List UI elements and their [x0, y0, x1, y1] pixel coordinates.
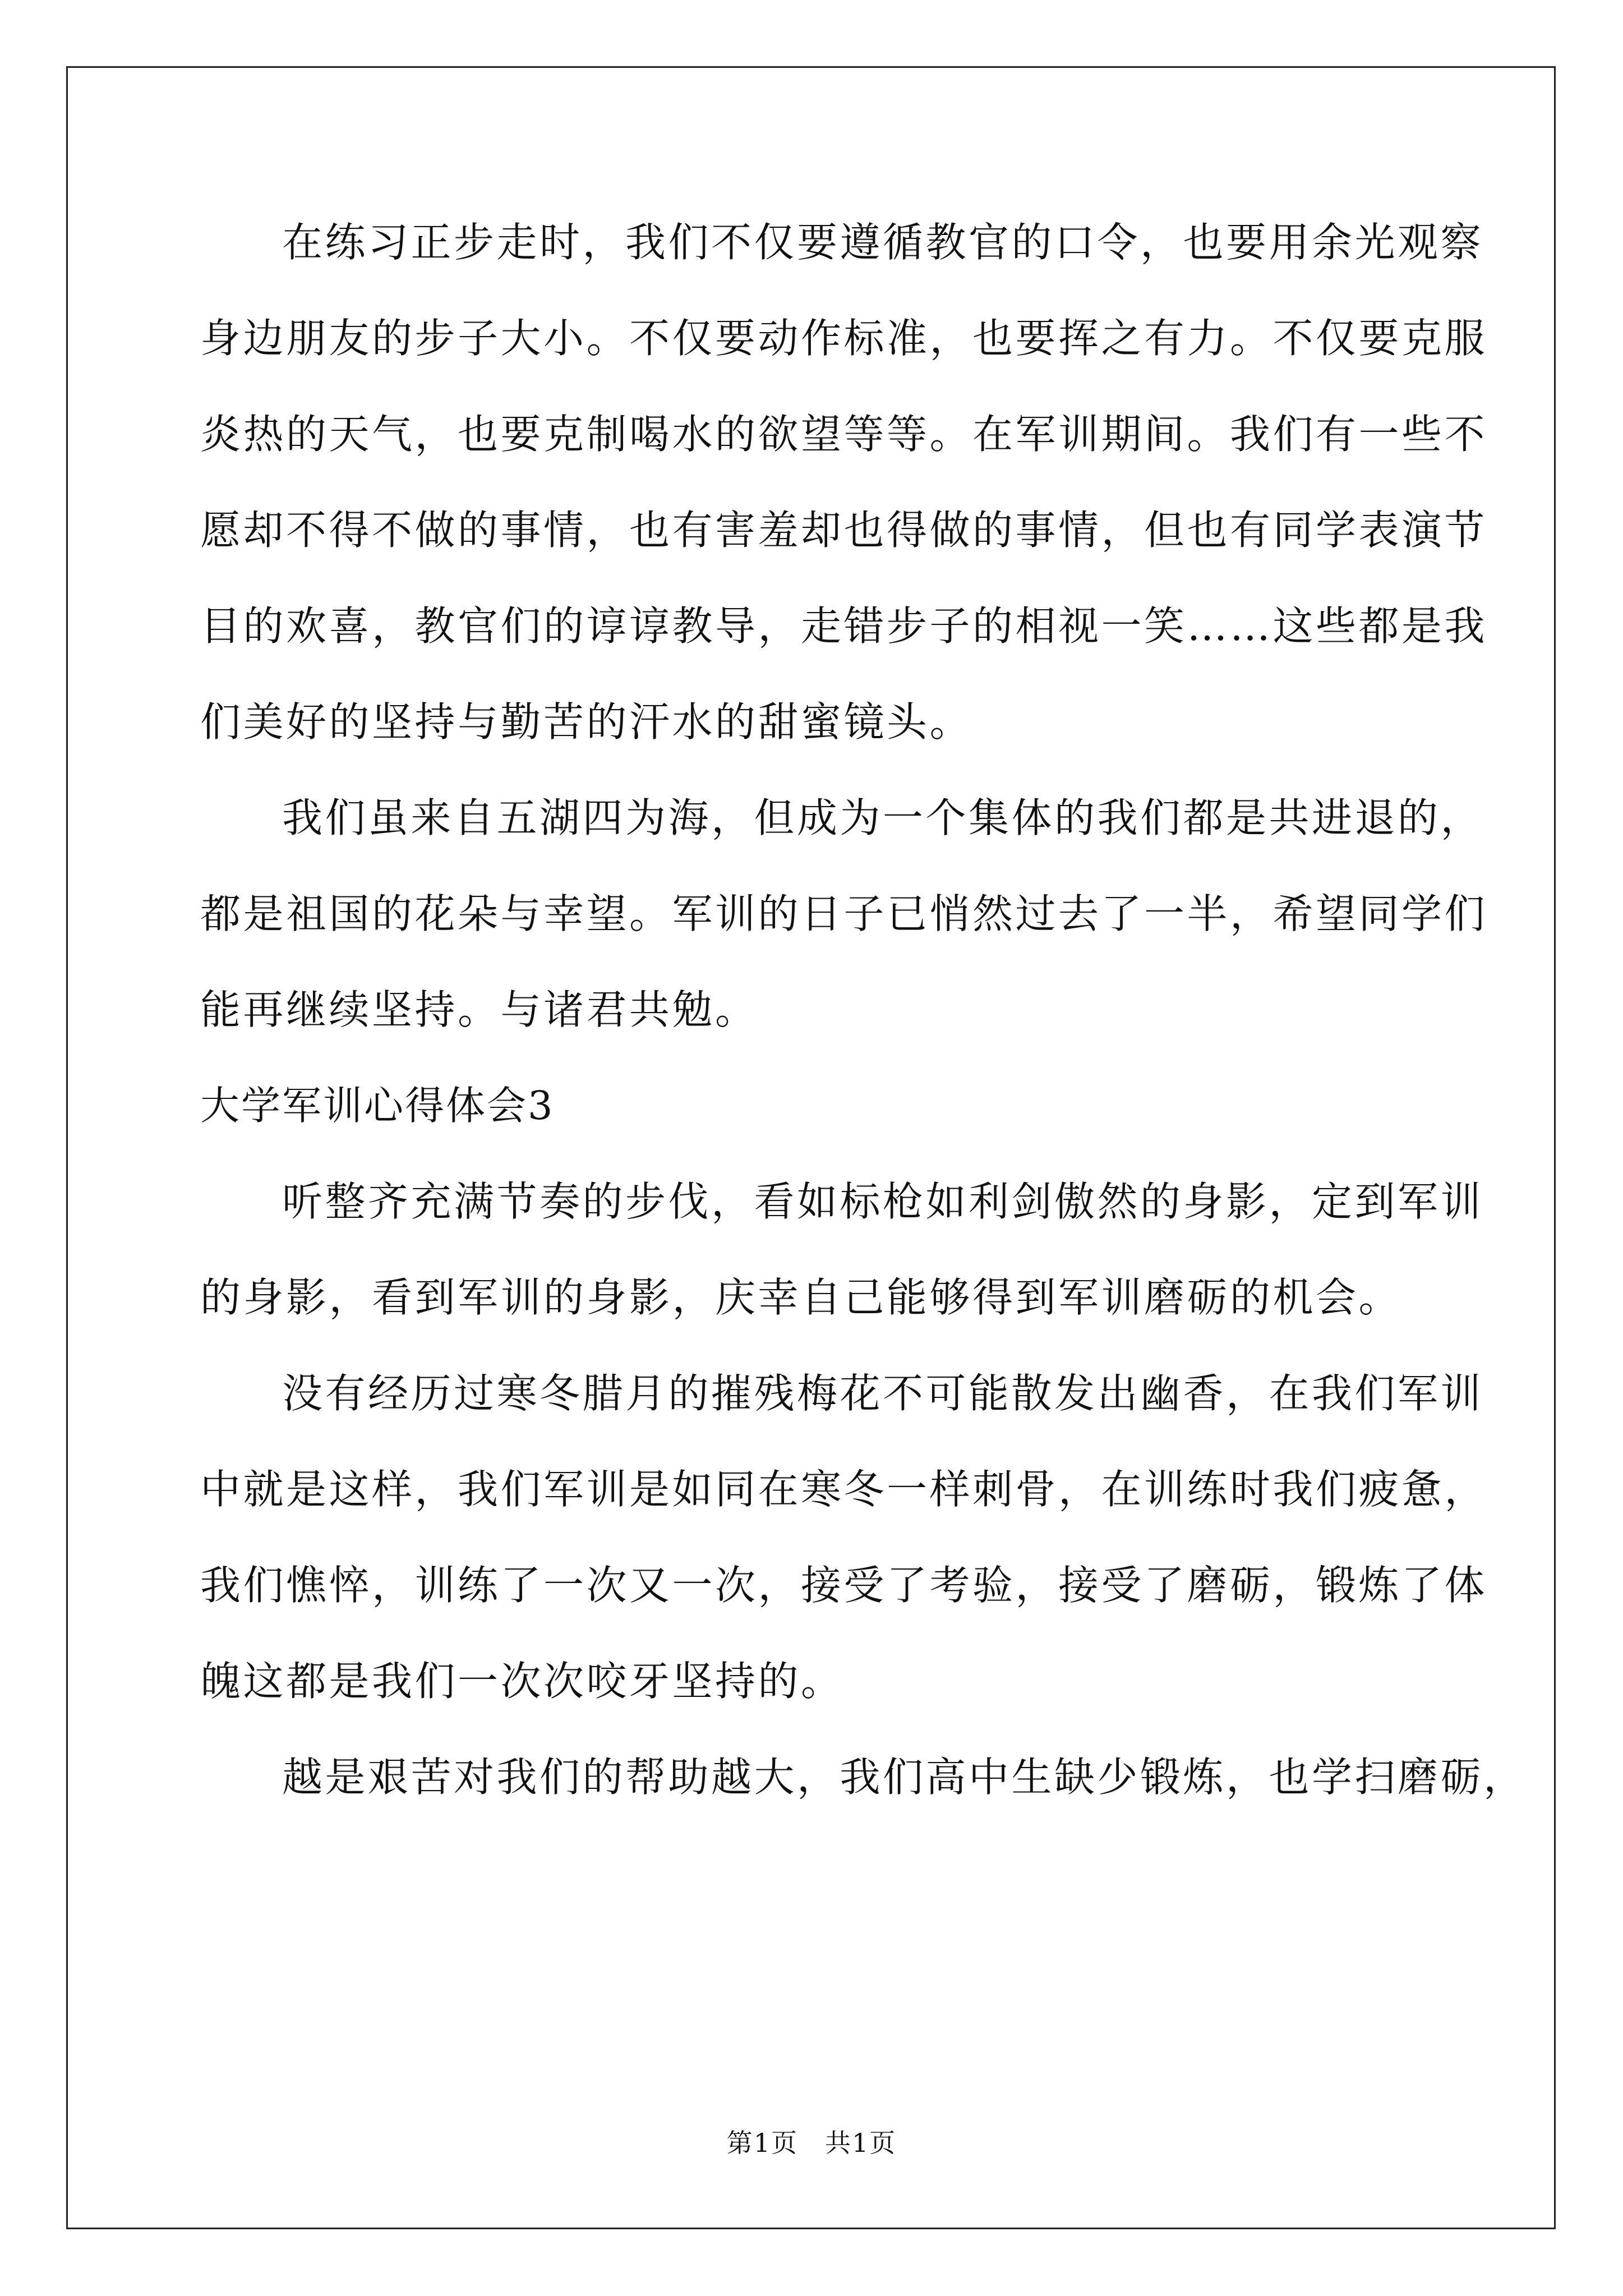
paragraph-line: 在练习正步走时，我们不仅要遵循教官的口令，也要用余光观察: [282, 219, 1484, 266]
paragraph-line: 没有经历过寒冬腊月的摧残梅花不可能散发出幽香，在我们军训: [282, 1370, 1484, 1417]
page-border: [66, 66, 1556, 2229]
paragraph-line: 都是祖国的花朵与幸望。军训的日子已悄然过去了一半，希望同学们: [200, 890, 1488, 937]
paragraph-line: 能再继续坚持。与诸君共勉。: [200, 986, 758, 1033]
paragraph-line: 听整齐充满节奏的步伐，看如标枪如利剑傲然的身影，定到军训: [282, 1178, 1484, 1225]
paragraph-line: 们美好的坚持与勤苦的汗水的甜蜜镜头。: [200, 698, 973, 746]
page-number: 第1页: [726, 2128, 798, 2158]
paragraph-line: 中就是这样，我们军训是如同在寒冬一样刺骨，在训练时我们疲惫，: [200, 1466, 1488, 1513]
paragraph-line: 炎热的天气，也要克制喝水的欲望等等。在军训期间。我们有一些不: [200, 411, 1488, 458]
paragraph-line: 我们虽来自五湖四为海，但成为一个集体的我们都是共进退的，: [282, 794, 1484, 841]
paragraph-line: 目的欢喜，教官们的谆谆教导，走错步子的相视一笑……这些都是我: [200, 602, 1488, 650]
paragraph-line: 魄这都是我们一次次咬牙坚持的。: [200, 1658, 844, 1705]
section-heading: 大学军训心得体会3: [200, 1083, 555, 1129]
paragraph-line: 越是艰苦对我们的帮助越大，我们高中生缺少锻炼，也学扫磨砺，: [282, 1754, 1527, 1801]
paragraph-line: 身边朋友的步子大小。不仅要动作标准，也要挥之有力。不仅要克服: [200, 315, 1488, 362]
page-total: 共1页: [825, 2128, 897, 2158]
paragraph-line: 愿却不得不做的事情，也有害羞却也得做的事情，但也有同学表演节: [200, 507, 1488, 554]
paragraph-line: 的身影，看到军训的身影，庆幸自己能够得到军训磨砺的机会。: [200, 1274, 1402, 1321]
page-footer: [0, 2126, 1623, 2160]
paragraph-line: 我们憔悴，训练了一次又一次，接受了考验，接受了磨砺，锻炼了体: [200, 1562, 1488, 1609]
